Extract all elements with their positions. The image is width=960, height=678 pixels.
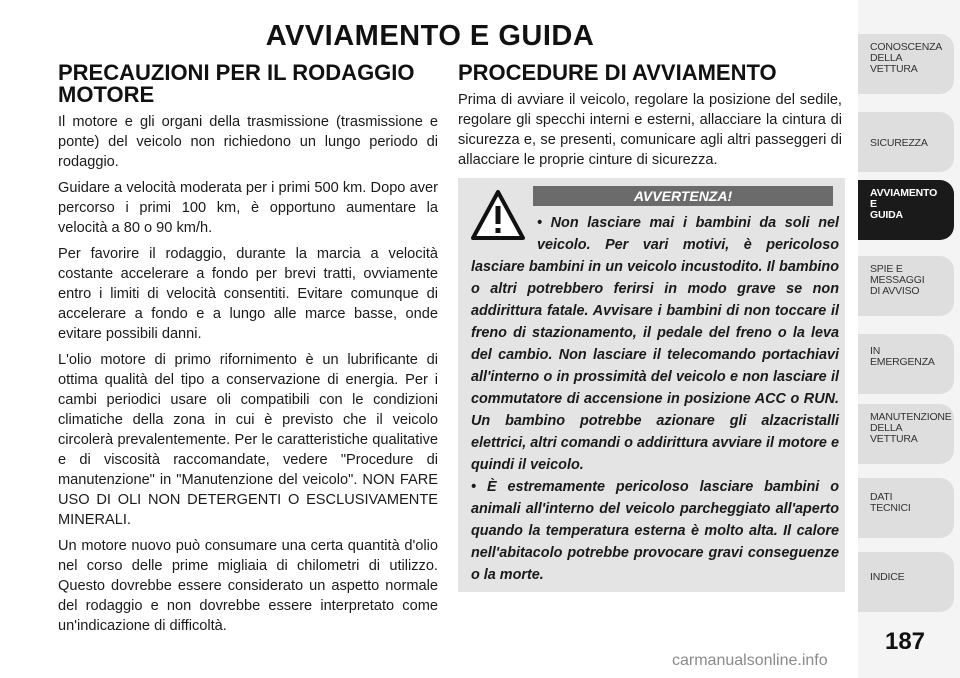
tab-dati-tecnici[interactable]: DATI TECNICI bbox=[858, 478, 954, 538]
page-title: AVVIAMENTO E GUIDA bbox=[265, 20, 595, 52]
warning-title: AVVERTENZA! bbox=[533, 186, 833, 206]
warning-text bbox=[471, 212, 839, 586]
tab-manutenzione-della-vettura[interactable]: MANUTENZIONE DELLA VETTURA bbox=[858, 404, 954, 464]
paragraph: Il motore e gli organi della trasmissione (trasmissione e ponte) del veicolo non richiedono un lungo periodo di rodaggio. bbox=[58, 114, 438, 170]
tab-in-emergenza[interactable]: IN EMERGENZA bbox=[858, 334, 954, 394]
tab-conoscenza-della-vettura[interactable]: CONOSCENZA DELLA VETTURA bbox=[858, 34, 954, 94]
section-heading-rodaggio: PRECAUZIONI PER IL RODAGGIO MOTORE bbox=[58, 60, 415, 107]
paragraph: L'olio motore di primo rifornimento è un lubrificante di ottima qualità del tipo a conservazione di energia. Per i cambi periodici usare oli compatibili con le condizioni climatiche della zona in cui è previsto che il veicolo circolerà prevalentemente. Per le caratteristiche qualitative e di viscosità raccomandate, vedere "Procedure di manutenzione" in "Manutenzione del veicolo". NON FARE USO DI OLI NON DETERGENTI O ESCLUSIVAMENTE MINERALI. bbox=[58, 352, 438, 528]
paragraph: Per favorire il rodaggio, durante la marcia a velocità costante accelerare a fondo per brevi tratti, ovviamente entro i limiti di velocità consentiti. Evitare comunque di accelerare a fondo e a lungo alle marce basse, onde evitare possibili danni. bbox=[58, 246, 438, 342]
right-column bbox=[458, 62, 842, 170]
tab-indice[interactable]: INDICE bbox=[858, 552, 954, 612]
page-number: 187 bbox=[884, 628, 926, 655]
warning-item: • Non lasciare mai i bambini da soli nel veicolo. Per vari motivi, è pericoloso lasciare bambini in un veicolo incustodito. Il bambino o altri potrebbero ferirsi in modo grave se non addirittura fatale. Avvisare i bambini di non toccare il freno di stazionamento, il pedale del freno o la leva del cambio. Non lasciare il telecomando portachiavi all'interno o in prossimità del veicolo e non lasciare il commutatore di accensione in posizione ACC o RUN. Un bambino potrebbe azionare gli alzacristalli elettrici, altri comandi o addirittura avviare il motore e quindi il veicolo. bbox=[471, 215, 839, 473]
watermark: carmanualsonline.info bbox=[672, 652, 828, 669]
section-heading-avviamento: PROCEDURE DI AVVIAMENTO bbox=[458, 60, 777, 85]
paragraph: Guidare a velocità moderata per i primi 500 km. Dopo aver percorso i primi 100 km, è opportuno aumentare la velocità a 80 o 90 km/h. bbox=[58, 180, 438, 236]
paragraph: Un motore nuovo può consumare una certa quantità d'olio nel corso delle prime migliaia di chilometri di utilizzo. Questo dovrebbe essere considerato un aspetto normale del rodaggio e non dovrebbe essere interpretato come un'indicazione di difficoltà. bbox=[58, 538, 438, 634]
tab-sicurezza[interactable]: SICUREZZA bbox=[858, 112, 954, 172]
tab-avviamento-e-guida[interactable]: AVVIAMENTO E GUIDA bbox=[858, 180, 954, 240]
paragraph: Prima di avviare il veicolo, regolare la posizione del sedile, regolare gli specchi interni e esterni, allacciare la cintura di sicurezza e, se presenti, comunicare agli altri passeggeri di allacciare le proprie cinture di sicurezza. bbox=[458, 92, 842, 168]
left-column bbox=[58, 62, 438, 636]
warning-item: • È estremamente pericoloso lasciare bambini o animali all'interno del veicolo parcheggiato all'aperto quando la temperatura esterna è molto alta. Il calore nell'abitacolo potrebbe provocare gravi conseguenze o la morte. bbox=[471, 479, 839, 583]
tab-spie-e-messaggi-di-avviso[interactable]: SPIE E MESSAGGI DI AVVISO bbox=[858, 256, 954, 316]
